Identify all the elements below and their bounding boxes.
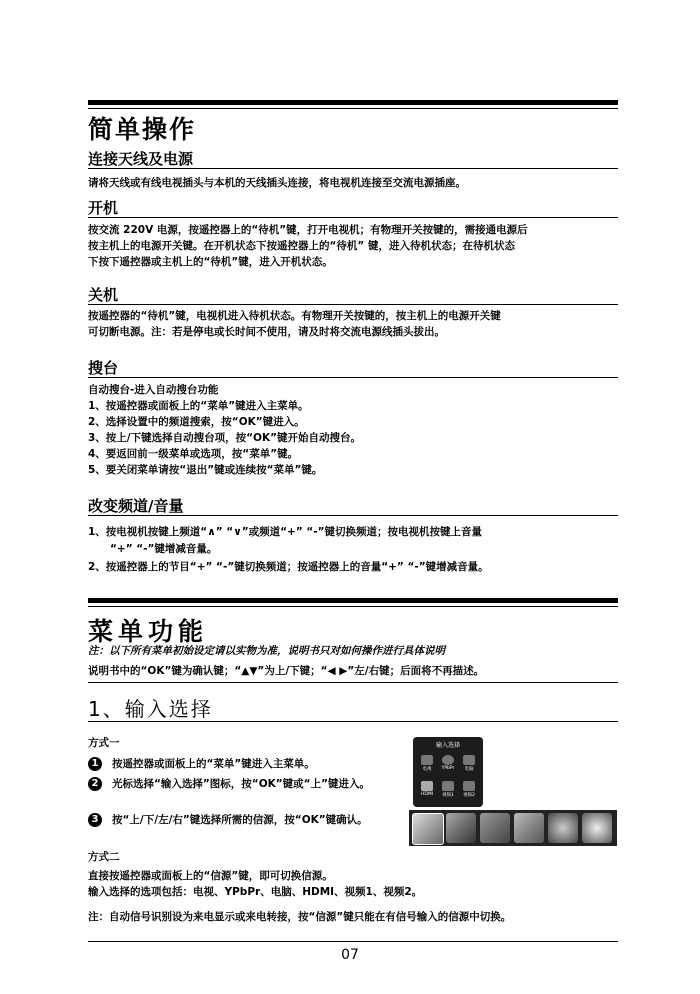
page-bottom-rule — [88, 941, 618, 942]
text-channel-1: 1、按电视机按键上频道“∧” “∨”或频道“+” “-”键切换频道；按电视机按键上音量 — [88, 526, 483, 538]
section-title-simple-operation: 简单操作 — [88, 115, 197, 144]
step-number-3: 3 — [88, 813, 102, 827]
text-power-off-1: 按遥控器的“待机”键，电视机进入待机状态。有物理开关按键的，按主机上的电源开关键 — [88, 310, 501, 322]
text-menu-keys: 说明书中的“OK”键为确认键；“▲▼”为上/下键；“◀ ▶”左/右键；后面将不再描述。 — [88, 665, 485, 677]
text-method-1: 方式一 — [88, 737, 120, 749]
menu-item-av2: 视频2 — [460, 781, 478, 798]
step-number-2: 2 — [88, 777, 102, 791]
text-power-off-2: 可切断电源。注：若是停电或长时间不使用，请及时将交流电源线插头拔出。 — [88, 326, 445, 338]
step-text-3: 按“上/下/左/右”键选择所需的信源，按“OK”键确认。 — [112, 814, 368, 826]
pc-icon — [463, 755, 475, 765]
section-title-menu-function: 菜单功能 — [88, 617, 209, 646]
rule-connect — [88, 168, 618, 169]
time-tile-icon — [548, 813, 578, 843]
heading-input-select: 1、输入选择 — [88, 697, 213, 721]
av1-icon — [442, 781, 454, 791]
text-search-0: 自动搜台-进入自动搜台功能 — [88, 384, 219, 396]
menu-title: 输入选择 — [435, 742, 460, 749]
menu-item-ypbpr: YPbPr — [439, 755, 457, 771]
input-select-menu-illustration — [413, 737, 483, 807]
text-power-on-2: 按主机上的电源开关键。在开机状态下按遥控器上的“待机” 键，进入待机状态；在待机状态 — [88, 240, 515, 252]
text-search-4: 4、要返回前一级菜单或选项，按“菜单”键。 — [88, 448, 299, 460]
text-method-2-line-2: 输入选择的选项包括：电视、YPbPr、电脑、HDMI、视频1、视频2。 — [88, 886, 423, 898]
rule-power-off — [88, 304, 618, 305]
text-channel-2: 2、按遥控器上的节目“+” “-”键切换频道；按遥控器上的音量“+” “-”键增减音量。 — [88, 561, 489, 573]
setting-tile-icon — [582, 813, 612, 843]
text-search-1: 1、按遥控器或面板上的“菜单”键进入主菜单。 — [88, 400, 309, 412]
heading-search: 搜台 — [88, 359, 119, 377]
step-text-1: 按遥控器或面板上的“菜单”键进入主菜单。 — [112, 758, 315, 770]
screen-tile-icon — [514, 813, 544, 843]
tv-icon — [421, 755, 433, 765]
av2-icon — [463, 781, 475, 791]
rule-channel-volume — [88, 515, 618, 516]
heading-connect: 连接天线及电源 — [88, 150, 194, 168]
hdmi-icon — [421, 781, 433, 791]
rule-power-on — [88, 217, 618, 218]
heading-power-on: 开机 — [88, 199, 119, 217]
rule-input-select — [88, 721, 618, 722]
text-power-on-3: 下按下遥控器或主机上的“待机”键，进入开机状态。 — [88, 256, 333, 268]
rule-search — [88, 377, 618, 378]
picture-tile-icon — [446, 813, 476, 843]
menu-item-av1: 视频1 — [439, 781, 457, 798]
text-search-5: 5、要关闭菜单请按“退出”键或连续按“菜单”键。 — [88, 464, 323, 476]
section-top-thin-bar — [88, 108, 618, 109]
text-menu-note: 注：以下所有菜单初始设定请以实物为准，说明书只对如何操作进行具体说明 — [88, 645, 445, 657]
section2-top-bar — [88, 598, 618, 603]
step-number-1: 1 — [88, 757, 102, 771]
heading-power-off: 关机 — [88, 286, 119, 304]
sound-tile-icon — [480, 813, 510, 843]
text-method-2: 方式二 — [88, 851, 120, 863]
section-top-bar — [88, 100, 618, 105]
heading-channel-volume: 改变频道/音量 — [88, 497, 184, 515]
text-input-note: 注：自动信号识别设为来电显示或来电转接，按“信源”键只能在有信号输入的信源中切换。 — [88, 911, 512, 923]
ypbpr-icon — [442, 755, 454, 765]
page-number: 07 — [341, 947, 359, 963]
menu-item-hdmi: HDMI — [418, 781, 436, 797]
section2-top-thin-bar — [88, 606, 618, 607]
input-tile-icon — [412, 813, 444, 845]
text-search-2: 2、选择设置中的频道搜索，按“OK”键进入。 — [88, 416, 305, 428]
step-text-2: 光标选择“输入选择”图标，按“OK”键或“上”键进入。 — [112, 778, 370, 790]
text-method-2-line-1: 直接按遥控器或面板上的“信源”键，即可切换信源。 — [88, 870, 333, 882]
menu-item-tv: 电视 — [418, 755, 436, 772]
menu-icon-strip — [409, 810, 617, 846]
text-search-3: 3、按上/下键选择自动搜台项，按“OK”键开始自动搜台。 — [88, 432, 362, 444]
menu-item-pc: 电脑 — [460, 755, 478, 772]
text-channel-1b: “+” “-”键增减音量。 — [110, 543, 218, 555]
text-connect: 请将天线或有线电视插头与本机的天线插头连接，将电视机连接至交流电源插座。 — [88, 177, 466, 189]
rule-menu-keys — [88, 682, 618, 683]
text-power-on-1: 按交流 220V 电源，按遥控器上的“待机”键，打开电视机；有物理开关按键的，需接通电源后 — [88, 224, 528, 236]
